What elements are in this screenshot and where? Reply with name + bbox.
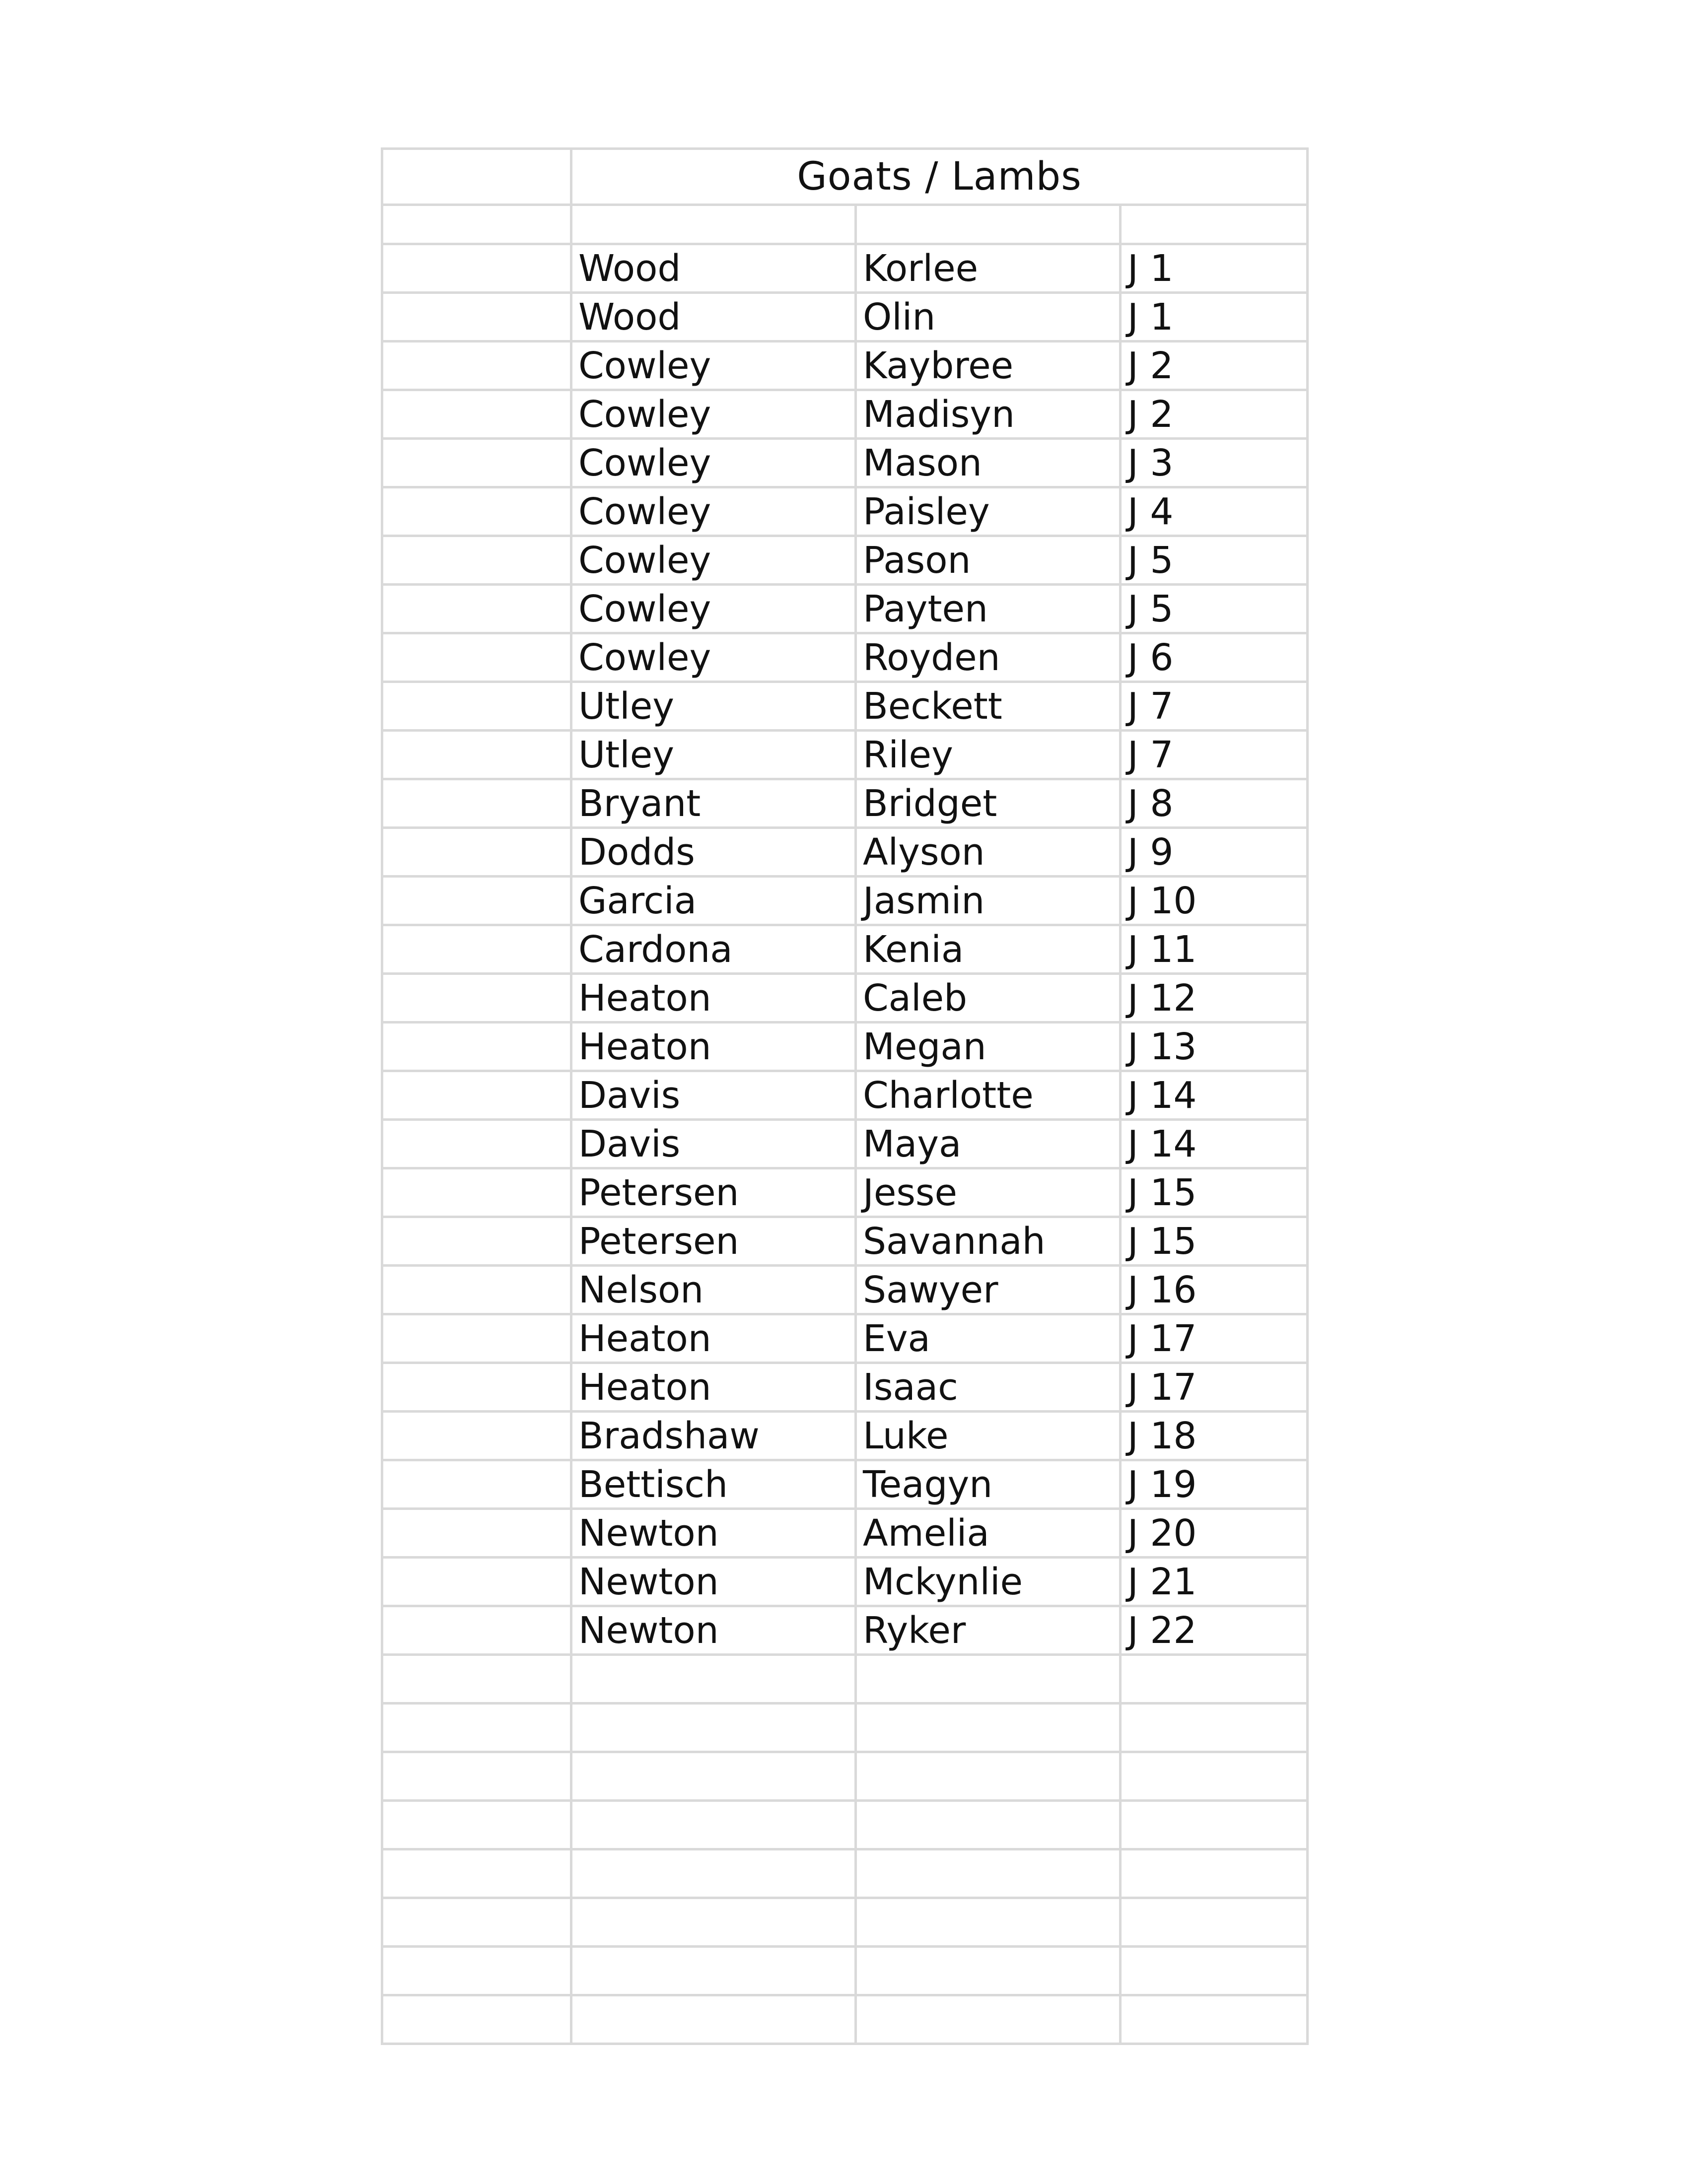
pen-number-cell: J 10 bbox=[1121, 877, 1308, 925]
row-blank-cell bbox=[382, 439, 571, 487]
table-row bbox=[382, 731, 1308, 779]
empty-cell bbox=[856, 1655, 1121, 1704]
last-name-cell: Cowley bbox=[571, 439, 856, 487]
first-name-cell: Alyson bbox=[856, 828, 1121, 877]
empty-row bbox=[382, 1655, 1308, 1704]
pen-number-cell: J 21 bbox=[1121, 1558, 1308, 1606]
table-row bbox=[382, 633, 1308, 682]
empty-cell bbox=[1121, 1655, 1308, 1704]
pen-number-cell: J 18 bbox=[1121, 1412, 1308, 1460]
pen-number-cell: J 11 bbox=[1121, 925, 1308, 974]
empty-cell bbox=[382, 1752, 571, 1801]
pen-number-cell: J 8 bbox=[1121, 779, 1308, 828]
empty-cell bbox=[571, 1655, 856, 1704]
title-row bbox=[382, 149, 1308, 205]
empty-cell bbox=[382, 1995, 571, 2044]
row-blank-cell bbox=[382, 925, 571, 974]
pen-number-cell: J 22 bbox=[1121, 1606, 1308, 1655]
row-blank-cell bbox=[382, 1217, 571, 1266]
first-name-cell: Mckynlie bbox=[856, 1558, 1121, 1606]
first-name-cell: Megan bbox=[856, 1023, 1121, 1071]
empty-cell bbox=[571, 1801, 856, 1849]
entries-body bbox=[382, 244, 1308, 1655]
first-name-cell: Teagyn bbox=[856, 1460, 1121, 1509]
row-blank-cell bbox=[382, 633, 571, 682]
pen-number-cell: J 15 bbox=[1121, 1168, 1308, 1217]
empty-cell bbox=[1121, 1849, 1308, 1898]
row-blank-cell bbox=[382, 682, 571, 731]
last-name-cell: Utley bbox=[571, 682, 856, 731]
empty-cell bbox=[1121, 1801, 1308, 1849]
last-name-cell: Heaton bbox=[571, 1363, 856, 1412]
pen-number-cell: J 3 bbox=[1121, 439, 1308, 487]
row-blank-cell bbox=[382, 1412, 571, 1460]
pen-number-cell: J 14 bbox=[1121, 1120, 1308, 1168]
last-name-cell: Cowley bbox=[571, 341, 856, 390]
last-name-cell: Cowley bbox=[571, 487, 856, 536]
first-name-cell: Luke bbox=[856, 1412, 1121, 1460]
last-name-cell: Davis bbox=[571, 1120, 856, 1168]
pen-number-cell: J 13 bbox=[1121, 1023, 1308, 1071]
first-name-cell: Bridget bbox=[856, 779, 1121, 828]
goats-lambs-table bbox=[381, 147, 1309, 2045]
empty-row bbox=[382, 1704, 1308, 1752]
row-blank-cell bbox=[382, 1120, 571, 1168]
pen-number-cell: J 2 bbox=[1121, 390, 1308, 439]
pen-number-cell: J 1 bbox=[1121, 244, 1308, 293]
spacer-row bbox=[382, 205, 1308, 244]
first-name-cell: Olin bbox=[856, 293, 1121, 341]
row-blank-cell bbox=[382, 779, 571, 828]
empty-cell bbox=[1121, 1898, 1308, 1947]
last-name-cell: Petersen bbox=[571, 1217, 856, 1266]
row-blank-cell bbox=[382, 828, 571, 877]
table-row bbox=[382, 536, 1308, 585]
blank-rows bbox=[382, 1655, 1308, 2044]
table-row bbox=[382, 1168, 1308, 1217]
table-row bbox=[382, 1023, 1308, 1071]
empty-cell bbox=[1121, 205, 1308, 244]
row-blank-cell bbox=[382, 1071, 571, 1120]
row-blank-cell bbox=[382, 1460, 571, 1509]
table-row bbox=[382, 293, 1308, 341]
row-blank-cell bbox=[382, 1314, 571, 1363]
first-name-cell: Maya bbox=[856, 1120, 1121, 1168]
first-name-cell: Jesse bbox=[856, 1168, 1121, 1217]
last-name-cell: Wood bbox=[571, 244, 856, 293]
table-row bbox=[382, 244, 1308, 293]
empty-cell bbox=[571, 1704, 856, 1752]
row-blank-cell bbox=[382, 731, 571, 779]
last-name-cell: Cardona bbox=[571, 925, 856, 974]
last-name-cell: Petersen bbox=[571, 1168, 856, 1217]
row-blank-cell bbox=[382, 1266, 571, 1314]
last-name-cell: Newton bbox=[571, 1558, 856, 1606]
last-name-cell: Davis bbox=[571, 1071, 856, 1120]
empty-cell bbox=[856, 1752, 1121, 1801]
last-name-cell: Cowley bbox=[571, 633, 856, 682]
table-row bbox=[382, 1606, 1308, 1655]
row-blank-cell bbox=[382, 536, 571, 585]
empty-cell bbox=[856, 1801, 1121, 1849]
table-row bbox=[382, 779, 1308, 828]
table-row bbox=[382, 1509, 1308, 1558]
empty-cell bbox=[571, 1898, 856, 1947]
pen-number-cell: J 14 bbox=[1121, 1071, 1308, 1120]
row-blank-cell bbox=[382, 1509, 571, 1558]
table-row bbox=[382, 877, 1308, 925]
pen-number-cell: J 16 bbox=[1121, 1266, 1308, 1314]
pen-number-cell: J 9 bbox=[1121, 828, 1308, 877]
pen-number-cell: J 6 bbox=[1121, 633, 1308, 682]
table-row bbox=[382, 341, 1308, 390]
empty-row bbox=[382, 1898, 1308, 1947]
row-blank-cell bbox=[382, 390, 571, 439]
pen-number-cell: J 7 bbox=[1121, 682, 1308, 731]
empty-cell bbox=[856, 1947, 1121, 1995]
first-name-cell: Beckett bbox=[856, 682, 1121, 731]
first-name-cell: Charlotte bbox=[856, 1071, 1121, 1120]
last-name-cell: Heaton bbox=[571, 1314, 856, 1363]
first-name-cell: Caleb bbox=[856, 974, 1121, 1023]
pen-number-cell: J 5 bbox=[1121, 585, 1308, 633]
first-name-cell: Pason bbox=[856, 536, 1121, 585]
pen-number-cell: J 17 bbox=[1121, 1314, 1308, 1363]
first-name-cell: Savannah bbox=[856, 1217, 1121, 1266]
empty-cell bbox=[1121, 1752, 1308, 1801]
table-row bbox=[382, 1266, 1308, 1314]
table-row bbox=[382, 585, 1308, 633]
last-name-cell: Cowley bbox=[571, 390, 856, 439]
empty-cell bbox=[571, 205, 856, 244]
table-row bbox=[382, 1558, 1308, 1606]
last-name-cell: Cowley bbox=[571, 536, 856, 585]
table-row bbox=[382, 1071, 1308, 1120]
last-name-cell: Cowley bbox=[571, 585, 856, 633]
empty-cell bbox=[382, 1898, 571, 1947]
row-blank-cell bbox=[382, 974, 571, 1023]
empty-cell bbox=[382, 1704, 571, 1752]
first-name-cell: Riley bbox=[856, 731, 1121, 779]
first-name-cell: Paisley bbox=[856, 487, 1121, 536]
pen-number-cell: J 20 bbox=[1121, 1509, 1308, 1558]
last-name-cell: Newton bbox=[571, 1509, 856, 1558]
first-name-cell: Kenia bbox=[856, 925, 1121, 974]
empty-cell bbox=[856, 1995, 1121, 2044]
empty-cell bbox=[1121, 1995, 1308, 2044]
empty-row bbox=[382, 1849, 1308, 1898]
pen-number-cell: J 5 bbox=[1121, 536, 1308, 585]
last-name-cell: Bradshaw bbox=[571, 1412, 856, 1460]
empty-cell bbox=[571, 1849, 856, 1898]
table-row bbox=[382, 487, 1308, 536]
last-name-cell: Utley bbox=[571, 731, 856, 779]
pen-number-cell: J 7 bbox=[1121, 731, 1308, 779]
table-row bbox=[382, 390, 1308, 439]
first-name-cell: Payten bbox=[856, 585, 1121, 633]
first-name-cell: Royden bbox=[856, 633, 1121, 682]
first-name-cell: Jasmin bbox=[856, 877, 1121, 925]
empty-cell bbox=[856, 205, 1121, 244]
table-row bbox=[382, 1412, 1308, 1460]
empty-cell bbox=[382, 1849, 571, 1898]
table-row bbox=[382, 925, 1308, 974]
empty-cell bbox=[856, 1898, 1121, 1947]
table-row bbox=[382, 682, 1308, 731]
row-blank-cell bbox=[382, 244, 571, 293]
pen-number-cell: J 12 bbox=[1121, 974, 1308, 1023]
empty-row bbox=[382, 1752, 1308, 1801]
empty-row bbox=[382, 1947, 1308, 1995]
row-blank-cell bbox=[382, 1363, 571, 1412]
row-blank-cell bbox=[382, 1023, 571, 1071]
row-blank-cell bbox=[382, 585, 571, 633]
empty-cell bbox=[571, 1752, 856, 1801]
table-row bbox=[382, 828, 1308, 877]
row-blank-cell bbox=[382, 877, 571, 925]
empty-cell bbox=[382, 1801, 571, 1849]
table-row bbox=[382, 1460, 1308, 1509]
last-name-cell: Dodds bbox=[571, 828, 856, 877]
table-row bbox=[382, 1363, 1308, 1412]
row-blank-cell bbox=[382, 487, 571, 536]
empty-cell bbox=[856, 1849, 1121, 1898]
pen-number-cell: J 15 bbox=[1121, 1217, 1308, 1266]
row-blank-cell bbox=[382, 1606, 571, 1655]
last-name-cell: Bettisch bbox=[571, 1460, 856, 1509]
table-row bbox=[382, 439, 1308, 487]
first-name-cell: Isaac bbox=[856, 1363, 1121, 1412]
last-name-cell: Heaton bbox=[571, 1023, 856, 1071]
empty-cell bbox=[1121, 1704, 1308, 1752]
last-name-cell: Wood bbox=[571, 293, 856, 341]
empty-cell bbox=[571, 1995, 856, 2044]
row-blank-cell bbox=[382, 1168, 571, 1217]
title-blank-cell bbox=[382, 149, 571, 205]
first-name-cell: Eva bbox=[856, 1314, 1121, 1363]
first-name-cell: Sawyer bbox=[856, 1266, 1121, 1314]
first-name-cell: Ryker bbox=[856, 1606, 1121, 1655]
empty-cell bbox=[571, 1947, 856, 1995]
empty-cell bbox=[382, 1947, 571, 1995]
first-name-cell: Korlee bbox=[856, 244, 1121, 293]
table-row bbox=[382, 1120, 1308, 1168]
first-name-cell: Mason bbox=[856, 439, 1121, 487]
row-blank-cell bbox=[382, 341, 571, 390]
empty-cell bbox=[382, 1655, 571, 1704]
table-row bbox=[382, 1217, 1308, 1266]
pen-number-cell: J 19 bbox=[1121, 1460, 1308, 1509]
last-name-cell: Newton bbox=[571, 1606, 856, 1655]
last-name-cell: Bryant bbox=[571, 779, 856, 828]
empty-row bbox=[382, 1995, 1308, 2044]
pen-number-cell: J 17 bbox=[1121, 1363, 1308, 1412]
last-name-cell: Garcia bbox=[571, 877, 856, 925]
empty-row bbox=[382, 1801, 1308, 1849]
sheet-title: Goats / Lambs bbox=[571, 149, 1308, 205]
empty-cell bbox=[856, 1704, 1121, 1752]
table-row bbox=[382, 1314, 1308, 1363]
first-name-cell: Madisyn bbox=[856, 390, 1121, 439]
last-name-cell: Heaton bbox=[571, 974, 856, 1023]
row-blank-cell bbox=[382, 293, 571, 341]
table-row bbox=[382, 974, 1308, 1023]
row-blank-cell bbox=[382, 1558, 571, 1606]
first-name-cell: Amelia bbox=[856, 1509, 1121, 1558]
pen-number-cell: J 2 bbox=[1121, 341, 1308, 390]
empty-cell bbox=[382, 205, 571, 244]
last-name-cell: Nelson bbox=[571, 1266, 856, 1314]
empty-cell bbox=[1121, 1947, 1308, 1995]
pen-number-cell: J 1 bbox=[1121, 293, 1308, 341]
pen-number-cell: J 4 bbox=[1121, 487, 1308, 536]
first-name-cell: Kaybree bbox=[856, 341, 1121, 390]
